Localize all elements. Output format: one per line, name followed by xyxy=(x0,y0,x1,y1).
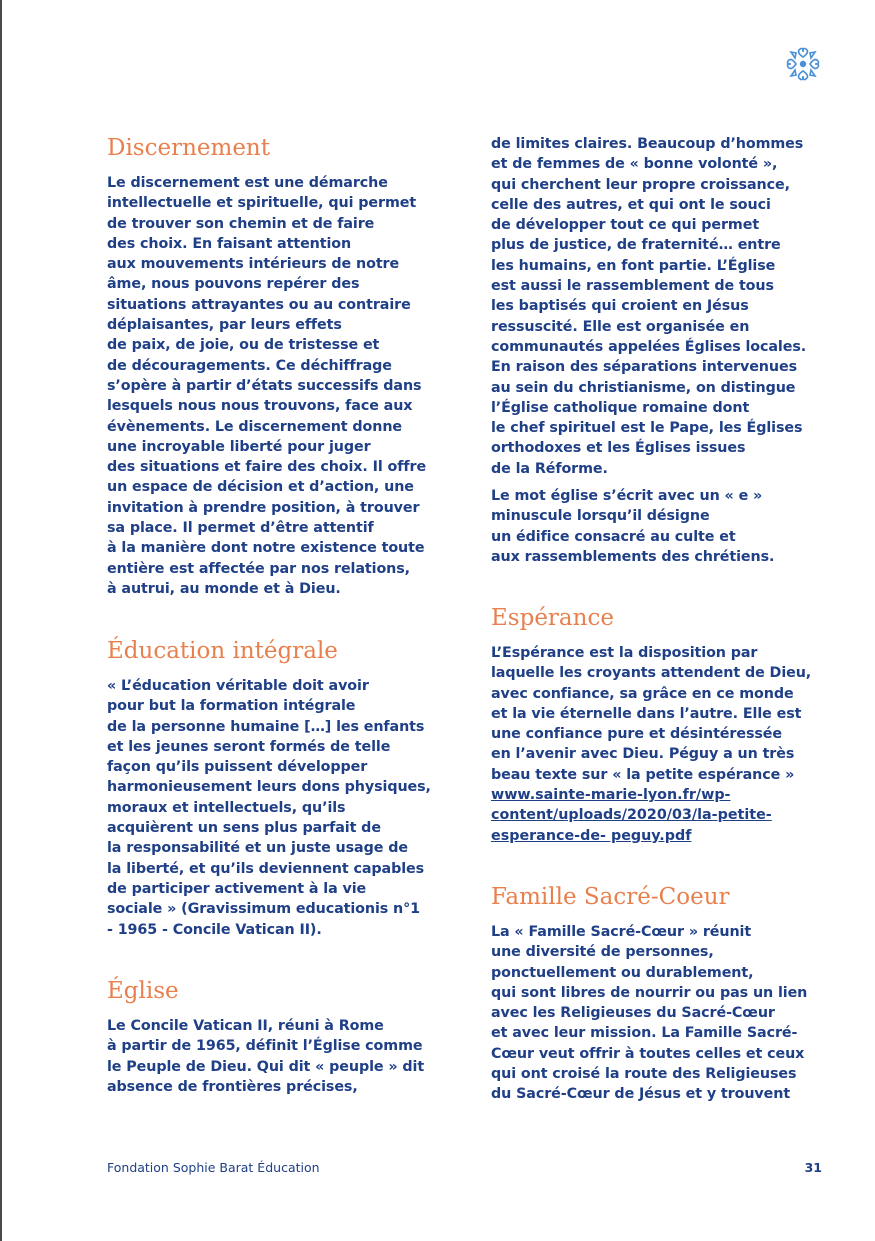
heading-esperance: Espérance xyxy=(491,605,614,631)
section-eglise xyxy=(107,976,447,1097)
text-esperance: L’Espérance est la disposition par laquelle les croyants attendent de Dieu, avec confiance, sa grâce en ce monde et la vie éternelle dans l’autre. Elle est une confiance pure et désintéressée en l’avenir avec Dieu. Péguy a un très beau texte sur « la petite espérance » xyxy=(491,645,812,783)
text-education-integrale: « L’éducation véritable doit avoir pour but la formation intégrale de la personne humaine […] les enfants et les jeunes seront formés de telle façon qu’ils puissent développer harmonieusement leurs dons physiques, moraux et intellectuels, qu’ils acquièrent un sens plus parfait de la responsabilité et un juste usage de la liberté, et qu’ils deviennent capables de participer activement à la vie sociale » (Gravissimum educationis n°1 - 1965 - Concile Vatican II). xyxy=(107,678,431,938)
section-education-integrale xyxy=(107,636,447,940)
page-number: 31 xyxy=(804,1160,822,1175)
heart-rosette-logo-icon xyxy=(783,44,823,84)
heading-famille-sacre-coeur: Famille Sacré-Coeur xyxy=(491,884,730,910)
heading-education-integrale: Éducation intégrale xyxy=(107,638,338,664)
text-discernement: Le discernement est une démarche intellectuelle et spirituelle, qui permet de trouver son chemin et de faire des choix. En faisant attention aux mouvements intérieurs de notre âme, nous pouvons repérer des situations attrayantes ou au contraire déplaisantes, par leurs effets de paix, de joie, ou de tristesse et de découragements. Ce déchiffrage s’opère à partir d’états successifs dans lesquels nous nous trouvons, face aux évènements. Le discernement donne une incroyable liberté pour juger des situations et faire des choix. Il offre un espace de décision et d’action, une invitation à prendre position, à trouver sa place. Il permet d’être attentif à la manière dont notre existence toute entière est affectée par nos relations, à autrui, au monde et à Dieu. xyxy=(107,175,427,597)
page-edge-line xyxy=(0,0,2,1241)
heading-discernement: Discernement xyxy=(107,135,270,161)
esperance-link[interactable]: www.sainte-marie-lyon.fr/wp- content/uploads/2020/03/la-petite- esperance-de- peguy.pdf xyxy=(491,787,772,844)
text-eglise-continued: de limites claires. Beaucoup d’hommes et de femmes de « bonne volonté », qui cherchent leur propre croissance, celle des autres, et qui ont le souci de développer tout ce qui permet plus de justice, de fraternité… entre les humains, en font partie. L’Église est aussi le rassemblement de tous les baptisés qui croient en Jésus ressuscité. Elle est organisée en communautés appelées Églises locales. En raison des séparations intervenues au sein du christianisme, on distingue l’Église catholique romaine dont le chef spirituel est le Pape, les Églises orthodoxes et les Églises issues de la Réforme. xyxy=(491,136,807,477)
footer-publisher: Fondation Sophie Barat Éducation xyxy=(107,1160,320,1175)
text-eglise-note: Le mot église s’écrit avec un « e » minuscule lorsqu’il désigne un édifice consacré au culte et aux rassemblements des chrétiens. xyxy=(491,488,775,565)
text-eglise: Le Concile Vatican II, réuni à Rome à partir de 1965, définit l’Église comme le Peuple de Dieu. Qui dit « peuple » dit absence de frontières précises, xyxy=(107,1018,425,1095)
section-esperance xyxy=(491,603,831,846)
section-eglise-continued xyxy=(491,134,831,567)
heading-eglise: Église xyxy=(107,978,179,1004)
text-famille-sacre-coeur: La « Famille Sacré-Cœur » réunit une diversité de personnes, ponctuellement ou durablement, qui sont libres de nourrir ou pas un lien avec les Religieuses du Sacré-Cœur et avec leur mission. La Famille Sacré- Cœur veut offrir à toutes celles et ceux qui ont croisé la route des Religieuses du Sacré-Cœur de Jésus et y trouvent xyxy=(491,924,808,1103)
section-discernement xyxy=(107,133,447,599)
section-famille-sacre-coeur xyxy=(491,882,831,1105)
